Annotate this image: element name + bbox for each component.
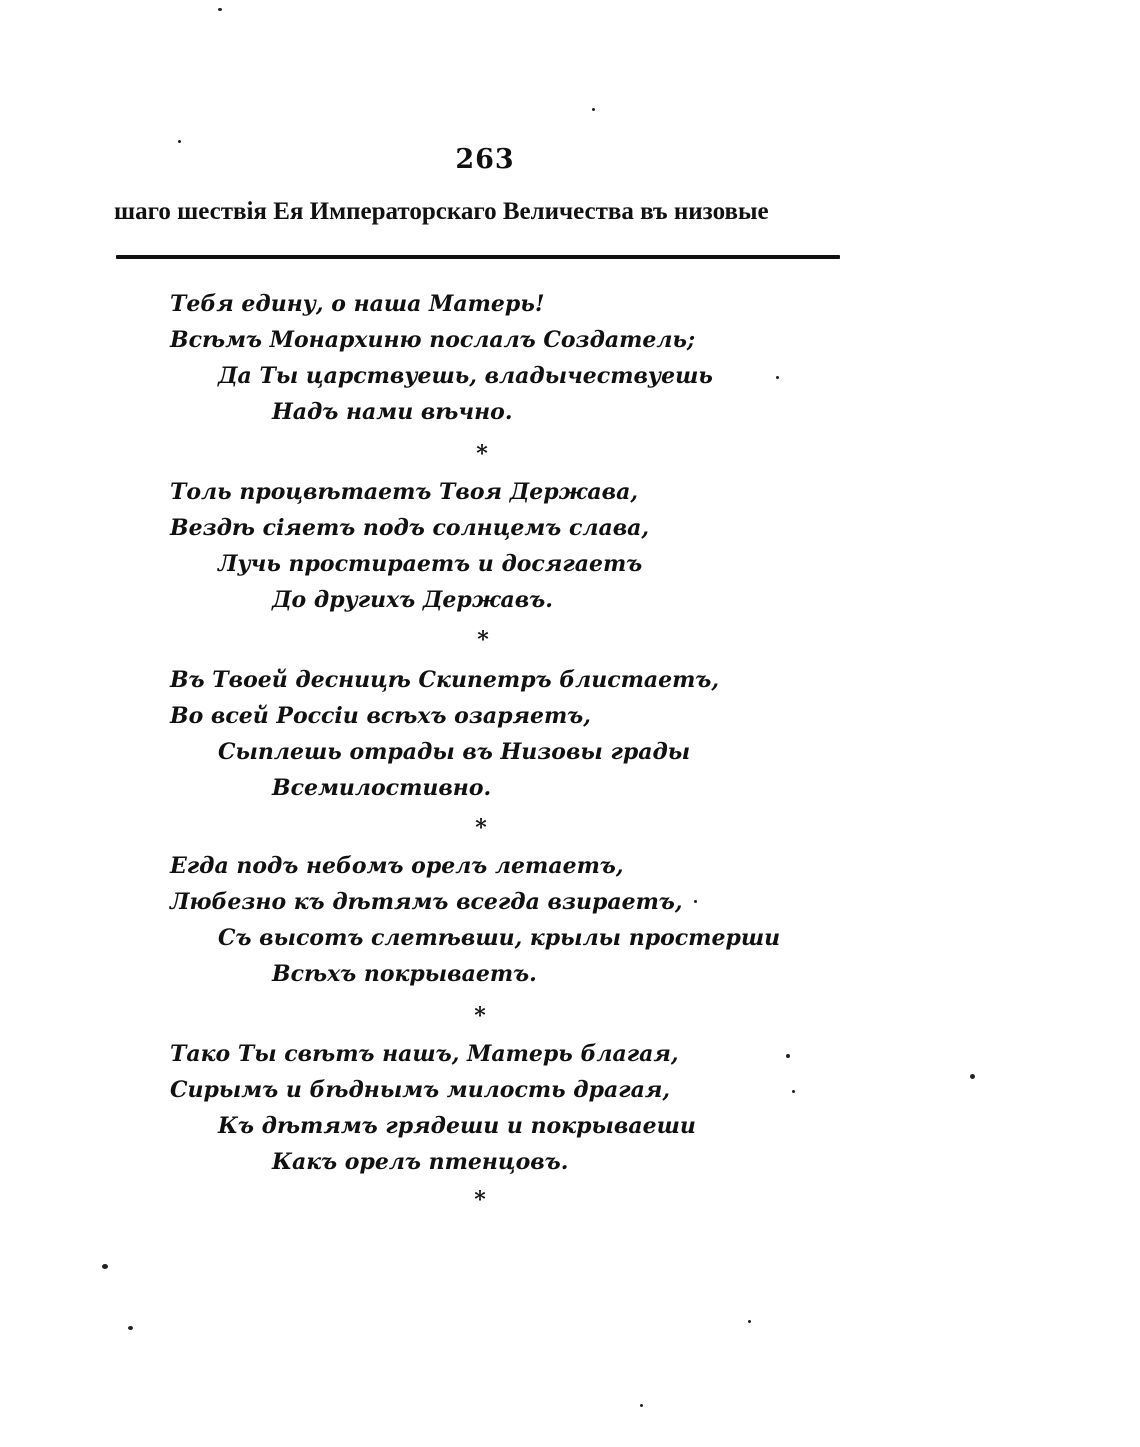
scan-speck [102, 1264, 108, 1269]
stanza-divider: * [475, 815, 487, 841]
verse-line: Всѣмъ Монархиню послалъ Создатель; [170, 327, 696, 353]
verse-line: Всемилостивно. [272, 775, 492, 801]
verse-line: Лучь простираетъ и досягаетъ [218, 551, 643, 577]
stanza-divider: * [477, 627, 489, 653]
scan-speck [640, 1404, 643, 1407]
scan-speck [592, 108, 595, 111]
header-rule [116, 255, 840, 259]
scan-speck [694, 900, 697, 903]
stanza-divider: * [474, 1187, 486, 1213]
verse-line: Сирымъ и бѣднымъ милость драгая, [170, 1077, 671, 1103]
scan-speck [128, 1326, 133, 1330]
verse-line: Тако Ты свѣтъ нашъ, Матерь благая, [170, 1041, 679, 1067]
scan-speck [776, 376, 779, 379]
stanza-divider: * [476, 441, 488, 467]
scan-speck [748, 1320, 751, 1323]
scan-speck [786, 1054, 790, 1058]
verse-line: Съ высотъ слетѣвши, крылы простерши [218, 925, 781, 951]
stanza-divider: * [474, 1003, 486, 1029]
verse-line: Тебя едину, о наша Матерь! [170, 291, 545, 317]
verse-line: Надъ нами вѣчно. [272, 399, 513, 425]
scan-speck [970, 1074, 975, 1079]
verse-line: Егда подъ небомъ орелъ летаетъ, [170, 853, 624, 879]
page-number: 263 [455, 144, 515, 175]
verse-line: До другихъ Державъ. [272, 587, 553, 613]
verse-line: Къ дѣтямъ грядеши и покрываеши [218, 1113, 696, 1139]
scan-speck [792, 1090, 795, 1093]
verse-line: Во всей Россіи всѣхъ озаряетъ, [170, 703, 591, 729]
verse-line: Да Ты царствуешь, владычествуешь [218, 363, 713, 389]
verse-line: Толь процвѣтаетъ Твоя Держава, [170, 479, 638, 505]
verse-line: Какъ орелъ птенцовъ. [272, 1149, 569, 1175]
verse-line: Сыплешь отрады въ Низовы грады [218, 739, 691, 765]
verse-line: Вездѣ сіяетъ подъ солнцемъ слава, [170, 515, 650, 541]
verse-line: Въ Твоей десницѣ Скипетръ блистаетъ, [170, 667, 720, 693]
verse-line: Любезно къ дѣтямъ всегда взираетъ, [170, 889, 683, 915]
scan-speck [178, 140, 181, 143]
running-head: шаго шествія Ея Императорскаго Величества въ низовые [114, 198, 769, 225]
scan-speck [218, 8, 222, 11]
verse-line: Всѣхъ покрываетъ. [272, 961, 537, 987]
